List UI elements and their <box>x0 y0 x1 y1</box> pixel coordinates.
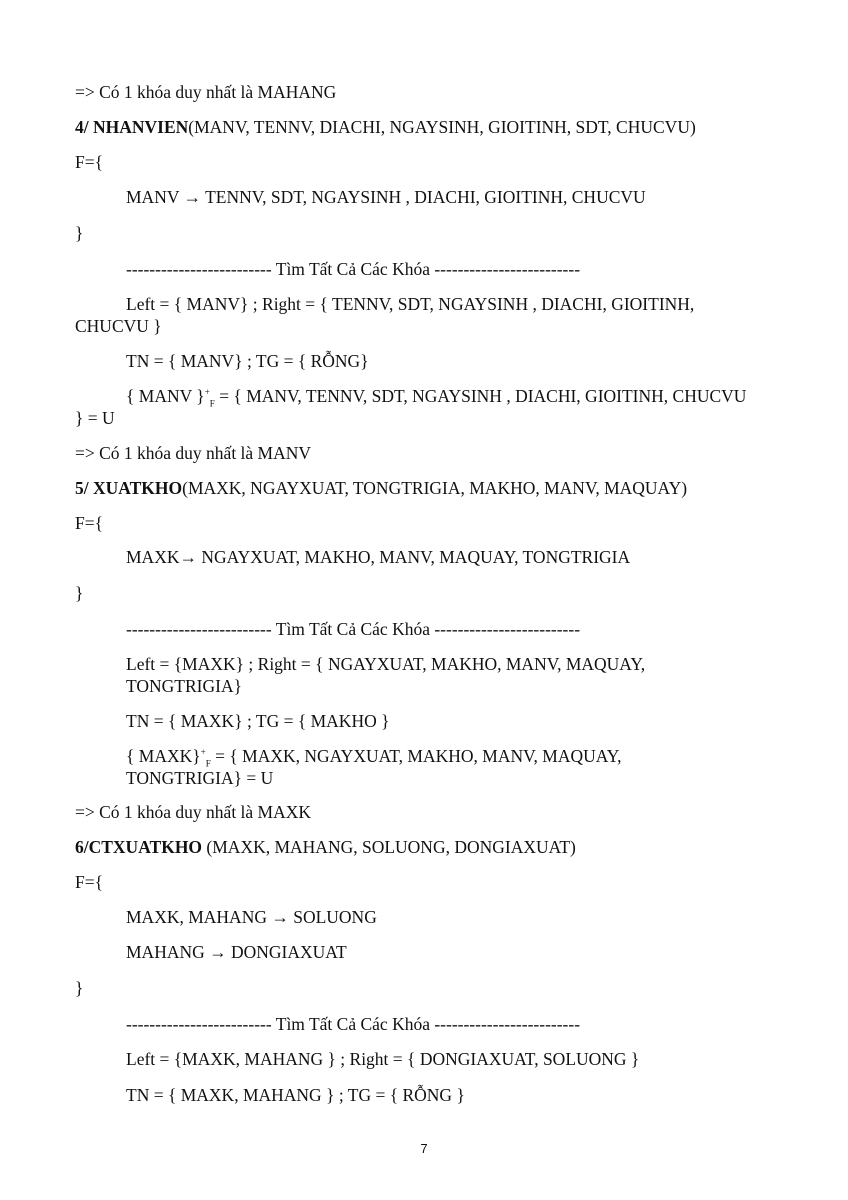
closure-set: { MANV } <box>126 386 205 406</box>
closure-sup: + <box>204 387 210 398</box>
closure-sup: + <box>200 747 206 758</box>
fd-set-close: } <box>75 223 84 243</box>
closure-set: { MAXK} <box>126 746 201 766</box>
result-line: => Có 1 khóa duy nhất là MAXK <box>75 802 312 822</box>
closure-line <box>75 385 755 429</box>
relation-heading <box>75 836 576 858</box>
fd-line: MAXK, MAHANG → SOLUONG <box>126 907 377 927</box>
relation-name: 6/CTXUATKHO <box>75 837 203 857</box>
left-right-line: Left = {MAXK} ; Right = { NGAYXUAT, MAKHO, MANV, MAQUAY, TONGTRIGIA} <box>126 654 646 696</box>
closure-line <box>126 745 726 789</box>
tn-tg-line: TN = { MAXK, MAHANG } ; TG = { RỖNG } <box>126 1085 465 1105</box>
tn-tg-line <box>126 350 369 372</box>
fd-line: MAXK→ NGAYXUAT, MAKHO, MANV, MAQUAY, TONGTRIGIA <box>126 547 631 567</box>
fd-set-close: } <box>75 583 84 603</box>
fd-set-close: } <box>75 978 84 998</box>
page-number: 7 <box>420 1141 428 1156</box>
fd-set-open: F={ <box>75 513 104 533</box>
result-line: => Có 1 khóa duy nhất là MANV <box>75 443 312 463</box>
relation-heading <box>75 116 696 138</box>
closure-sub: F <box>209 398 215 409</box>
left-right-line: Left = {MAXK, MAHANG } ; Right = { DONGIAXUAT, SOLUONG } <box>126 1049 640 1069</box>
closure-result: = { MAXK, NGAYXUAT, MAKHO, MANV, MAQUAY, TONGTRIGIA} = U <box>126 746 622 788</box>
section-separator: ------------------------- Tìm Tất Cả Các Khóa ------------------------- <box>126 1014 581 1034</box>
closure-result: = { MANV, TENNV, SDT, NGAYSINH , DIACHI, GIOITINH, CHUCVU } = U <box>75 386 747 428</box>
relation-attributes: (MAXK, MAHANG, SOLUONG, DONGIAXUAT) <box>202 837 576 857</box>
fd-set-open: F={ <box>75 152 104 172</box>
relation-name: 4/ NHANVIEN <box>75 117 189 137</box>
section-separator: ------------------------- Tìm Tất Cả Các Khóa ------------------------- <box>126 259 581 279</box>
tn-tg-line: TN = { MAXK} ; TG = { MAKHO } <box>126 711 390 731</box>
closure-sub: F <box>205 758 211 769</box>
section-separator: ------------------------- Tìm Tất Cả Các Khóa ------------------------- <box>126 619 581 639</box>
tn-tg-text: TN = { MANV} ; TG = { RỖNG} <box>126 351 369 371</box>
result-line: => Có 1 khóa duy nhất là MAHANG <box>75 82 337 102</box>
left-right-line: Left = { MANV} ; Right = { TENNV, SDT, NGAYSINH , DIACHI, GIOITINH, CHUCVU } <box>75 294 695 336</box>
relation-attributes: (MAXK, NGAYXUAT, TONGTRIGIA, MAKHO, MANV, MAQUAY) <box>182 478 688 498</box>
fd-line: MANV → TENNV, SDT, NGAYSINH , DIACHI, GIOITINH, CHUCVU <box>126 187 646 207</box>
relation-name: 5/ XUATKHO <box>75 478 183 498</box>
fd-set-open: F={ <box>75 872 104 892</box>
relation-attributes: (MANV, TENNV, DIACHI, NGAYSINH, GIOITINH, SDT, CHUCVU) <box>188 117 696 137</box>
fd-line: MAHANG → DONGIAXUAT <box>126 942 347 962</box>
relation-heading <box>75 477 687 499</box>
